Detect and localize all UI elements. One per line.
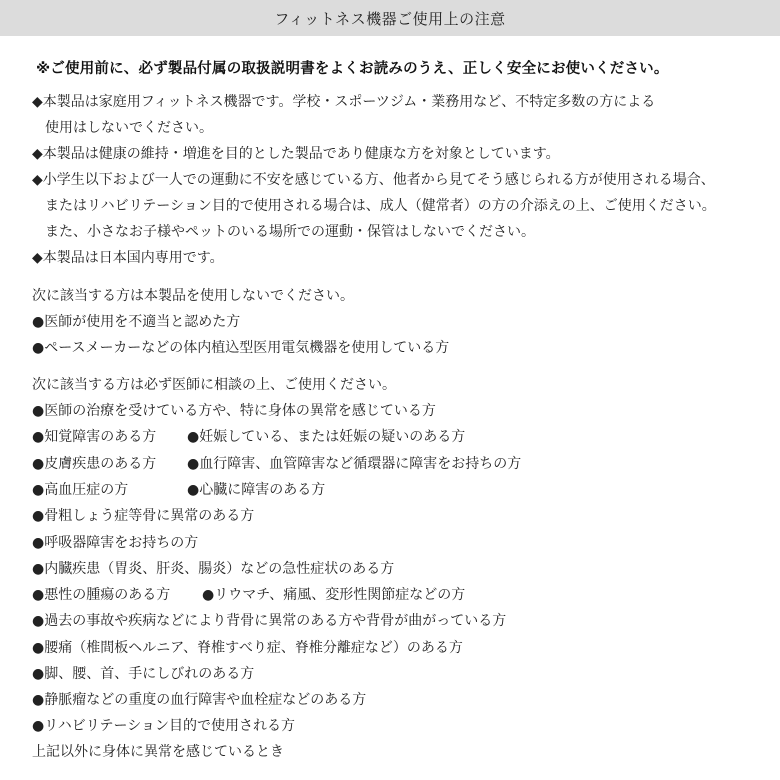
notice-health-purpose: ◆本製品は健康の維持・増進を目的とした製品であり健康な方を対象としています。 xyxy=(32,146,560,162)
notice-home-use-line2: 使用はしないでください。 xyxy=(45,120,213,136)
header-bar xyxy=(0,0,780,36)
consult-row xyxy=(32,402,772,420)
usage-warning: ※ご使用前に、必ず製品付属の取扱説明書をよくお読みのうえ、正しく安全にお使いください。 xyxy=(36,61,669,77)
consult-heading: 次に該当する方は必ず医師に相談の上、ご使用ください。 xyxy=(32,377,396,393)
notice-supervision-line3: また、小さなお子様やペットのいる場所での運動・保管はしないでください。 xyxy=(45,224,535,240)
consult-item: ●リウマチ、痛風、変形性関節症などの方 xyxy=(202,587,466,603)
notice-japan-only: ◆本製品は日本国内専用です。 xyxy=(32,250,224,266)
consult-item: ●呼吸器障害をお持ちの方 xyxy=(32,535,199,551)
consult-item: ●骨粗しょう症等骨に異常のある方 xyxy=(32,508,255,524)
consult-item: ●過去の事故や疾病などにより背骨に異常のある方や背骨が曲がっている方 xyxy=(32,613,507,629)
consult-row xyxy=(32,481,772,499)
consult-item: ●医師の治療を受けている方や、特に身体の異常を感じている方 xyxy=(32,403,436,419)
consult-row xyxy=(32,612,772,630)
prohibited-item: ●医師が使用を不適当と認めた方 xyxy=(32,314,241,330)
consult-footer: 上記以外に身体に異常を感じているとき xyxy=(32,744,284,760)
consult-row xyxy=(32,560,772,578)
consult-row xyxy=(32,534,772,552)
notice-home-use-line1: ◆本製品は家庭用フィットネス機器です。学校・スポーツジム・業務用など、不特定多数の方による xyxy=(32,94,656,110)
consult-item: ●内臓疾患（胃炎、肝炎、腸炎）などの急性症状のある方 xyxy=(32,561,395,577)
consult-item: ●高血圧症の方 xyxy=(32,482,129,498)
page-title: フィットネス機器ご使用上の注意 xyxy=(274,9,506,28)
consult-row xyxy=(32,455,772,473)
consult-item: ●リハビリテーション目的で使用される方 xyxy=(32,718,295,734)
consult-row xyxy=(32,717,772,735)
consult-row xyxy=(32,428,772,446)
consult-item: ●知覚障害のある方 xyxy=(32,429,157,445)
consult-item: ●妊娠している、または妊娠の疑いのある方 xyxy=(187,429,466,445)
consult-row xyxy=(32,665,772,683)
consult-item: ●皮膚疾患のある方 xyxy=(32,456,157,472)
consult-row xyxy=(32,691,772,709)
consult-row xyxy=(32,586,772,604)
consult-item: ●心臓に障害のある方 xyxy=(187,482,326,498)
prohibited-item: ●ペースメーカーなどの体内植込型医用電気機器を使用している方 xyxy=(32,340,450,356)
notice-supervision-line2: またはリハビリテーション目的で使用される場合は、成人（健常者）の方の介添えの上、ご使用ください。 xyxy=(45,198,716,214)
consult-item: ●腰痛（椎間板ヘルニア、脊椎すべり症、脊椎分離症など）のある方 xyxy=(32,640,463,656)
consult-item: ●血行障害、血管障害など循環器に障害をお持ちの方 xyxy=(187,456,522,472)
consult-item: ●脚、腰、首、手にしびれのある方 xyxy=(32,666,255,682)
consult-row xyxy=(32,507,772,525)
consult-item: ●悪性の腫瘍のある方 xyxy=(32,587,171,603)
prohibited-heading: 次に該当する方は本製品を使用しないでください。 xyxy=(32,288,354,304)
notice-supervision-line1: ◆小学生以下および一人での運動に不安を感じている方、他者から見てそう感じられる方が使用される場合、 xyxy=(32,172,715,188)
consult-item: ●静脈瘤などの重度の血行障害や血栓症などのある方 xyxy=(32,692,367,708)
consult-row xyxy=(32,639,772,657)
